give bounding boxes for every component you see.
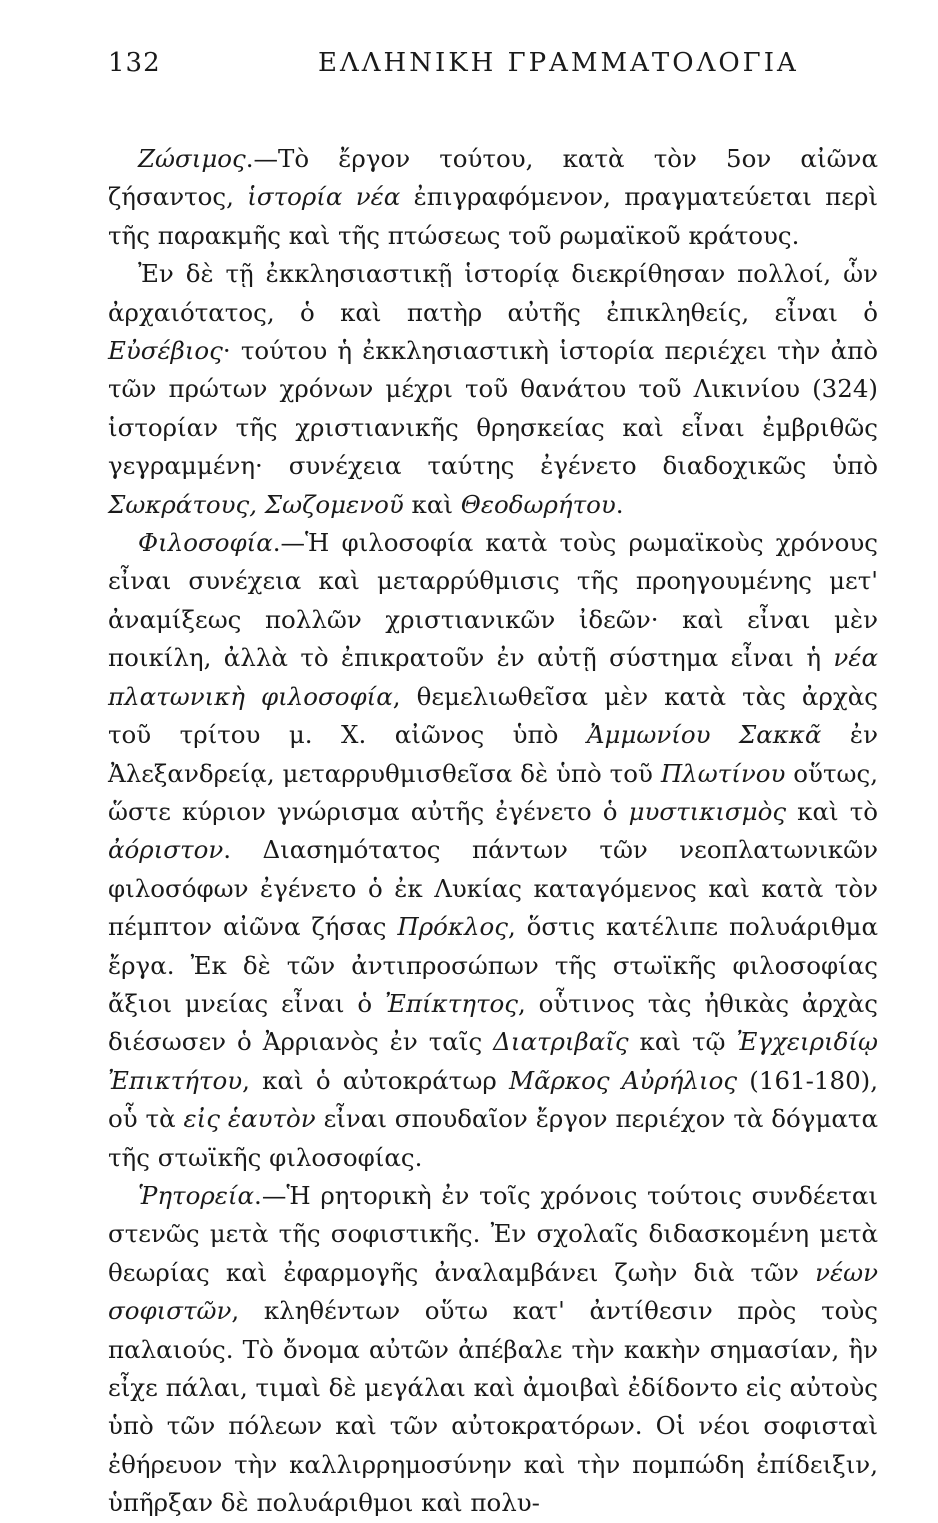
- italic-term: νέα πλατωνικὴ φιλοσοφία: [108, 643, 878, 711]
- page-header: [108, 48, 878, 88]
- italic-term: Ῥητορεία: [138, 1180, 255, 1210]
- italic-term: Πρόκλος: [397, 912, 508, 942]
- text-run: καὶ: [403, 489, 461, 519]
- italic-term: Φιλοσοφία: [138, 528, 273, 558]
- paragraph-zosimos: [108, 140, 878, 255]
- paragraph-church-history: [108, 255, 878, 524]
- text-run: , οὗτινος τὰς ἠθικὰς ἀρχὰς διέσωσεν ὁ Ἀρριανὸς ἐν ταῖς: [108, 988, 878, 1057]
- text-run: ἐν Ἀλεξανδρείᾳ, μεταρρυθμισθεῖσα δὲ ὑπὸ τοῦ: [108, 720, 878, 788]
- italic-term: ἀόριστον: [108, 835, 224, 865]
- book-page: [108, 48, 878, 1523]
- text-run: · τούτου ἡ ἐκκλησιαστικὴ ἱστορία περιέχει τὴν ἀπὸ τῶν πρώτων χρόνων μέχρι τοῦ θανάτου τοῦ Λικινίου (324) ἱστορίαν τῆς χριστιανικῆς θρησκείας καὶ εἶναι ἐμβριθῶς γεγραμμένη· συνέχεια ταύτης ἐγένετο διαδοχικῶς ὑπὸ: [108, 336, 878, 481]
- text-run: (161-180), οὗ τὰ: [108, 1065, 879, 1134]
- italic-term: εἰς ἑαυτὸν: [183, 1104, 316, 1134]
- text-run: , καὶ ὁ αὐτοκράτωρ: [242, 1065, 509, 1095]
- italic-term: μυστικισμὸς: [628, 796, 787, 826]
- text-run: .: [615, 489, 624, 519]
- text-run: .—Ἡ φιλοσοφία κατὰ τοὺς ρωμαϊκοὺς χρόνους εἶναι συνέχεια καὶ μεταρρύθμισις τῆς προηγουμένης μετ' ἀναμίξεως πολλῶν χριστιανικῶν ἰδεῶν· καὶ εἶναι μὲν ποικίλη, ἀλλὰ τὸ ἐπικρατοῦν ἐν αὐτῇ σύστημα εἶναι ἡ: [108, 528, 878, 673]
- italic-term: νέων σοφιστῶν: [108, 1257, 878, 1326]
- text-run: , ὅστις κατέλιπε πολυάριθμα ἔργα. Ἐκ δὲ τῶν ἀντιπροσώπων τῆς στωϊκῆς φιλοσοφίας ἄξιοι μνείας εἶναι ὁ: [108, 912, 878, 1018]
- text-run: . Διασημότατος πάντων τῶν νεοπλατωνικῶν φιλοσόφων ἐγένετο ὁ ἐκ Λυκίας καταγόμενος καὶ κατὰ τὸν πέμπτον αἰῶνα ζήσας: [108, 835, 878, 942]
- italic-term: Διατριβαῖς: [493, 1027, 629, 1057]
- italic-term: Εὐσέβιος: [108, 336, 223, 366]
- page-number: 132: [108, 48, 161, 78]
- text-run: καὶ τὸ: [786, 796, 878, 826]
- italic-term: Ἐγχειριδίῳ Ἐπικτήτου: [108, 1027, 878, 1095]
- italic-term: Ἀμμωνίου Σακκᾶ: [586, 720, 822, 750]
- text-run: Ἐν δὲ τῇ ἐκκλησιαστικῇ ἱστορίᾳ διεκρίθησαν πολλοί, ὧν ἀρχαιότατος, ὁ καὶ πατὴρ αὐτῆς ἐπικληθείς, εἶναι ὁ: [108, 259, 878, 327]
- italic-term: Ἐπίκτητος: [385, 988, 518, 1018]
- italic-term: Μᾶρκος Αὐρήλιος: [508, 1065, 738, 1095]
- italic-term: Πλωτίνου: [660, 758, 786, 788]
- text-run: .—Τὸ ἔργον τούτου, κατὰ τὸν 5ον αἰῶνα ζήσαντος,: [108, 144, 878, 212]
- italic-term: Ζώσιμος: [138, 144, 246, 173]
- text-run: , θεμελιωθεῖσα μὲν κατὰ τὰς ἀρχὰς τοῦ τρίτου μ. Χ. αἰῶνος ὑπὸ: [108, 681, 878, 750]
- text-run: ἐπιγραφόμενον, πραγματεύεται περὶ τῆς παρακμῆς καὶ τῆς πτώσεως τοῦ ρωμαϊκοῦ κράτους.: [108, 182, 878, 250]
- body-text: [108, 140, 878, 1523]
- text-run: , κληθέντων οὕτω κατ' ἀντίθεσιν πρὸς τοὺς παλαιούς. Τὸ ὄνομα αὐτῶν ἀπέβαλε τὴν κακὴν σημασίαν, ἣν εἶχε πάλαι, τιμαὶ δὲ μεγάλαι καὶ ἀμοιβαὶ ἐδίδοντο εἰς αὐτοὺς ὑπὸ τῶν πόλεων καὶ τῶν αὐτοκρατόρων. Οἱ νέοι σοφισταὶ ἐθήρευον τὴν καλλιρρημοσύνην καὶ τὴν πομπώδη ἐπίδειξιν, ὑπῆρξαν δὲ πολυάριθμοι καὶ πολυ-: [108, 1296, 878, 1518]
- text-run: καὶ τῷ: [628, 1027, 737, 1057]
- running-title: ΕΛΛΗΝΙΚΗ ΓΡΑΜΜΑΤΟΛΟΓΙΑ: [318, 48, 799, 78]
- italic-term: Σωκράτους, Σωζομενοῦ: [108, 489, 404, 519]
- italic-term: Θεοδωρήτου: [460, 489, 616, 519]
- text-run: .—Ἡ ρητορικὴ ἐν τοῖς χρόνοις τούτοις συνδέεται στενῶς μετὰ τῆς σοφιστικῆς. Ἐν σχολαῖς διδασκομένη μετὰ θεωρίας καὶ ἐφαρμογῆς ἀναλαμβάνει ζωὴν διὰ τῶν: [108, 1180, 878, 1287]
- text-run: οὕτως, ὥστε κύριον γνώρισμα αὐτῆς ἐγένετο ὁ: [108, 758, 878, 826]
- paragraph-rhetoric: [108, 1177, 878, 1523]
- paragraph-philosophy: [108, 524, 878, 1177]
- text-run: εἶναι σπουδαῖον ἔργον περιέχον τὰ δόγματα τῆς στωϊκῆς φιλοσοφίας.: [108, 1104, 879, 1172]
- italic-term: ἱστορία νέα: [247, 182, 401, 212]
